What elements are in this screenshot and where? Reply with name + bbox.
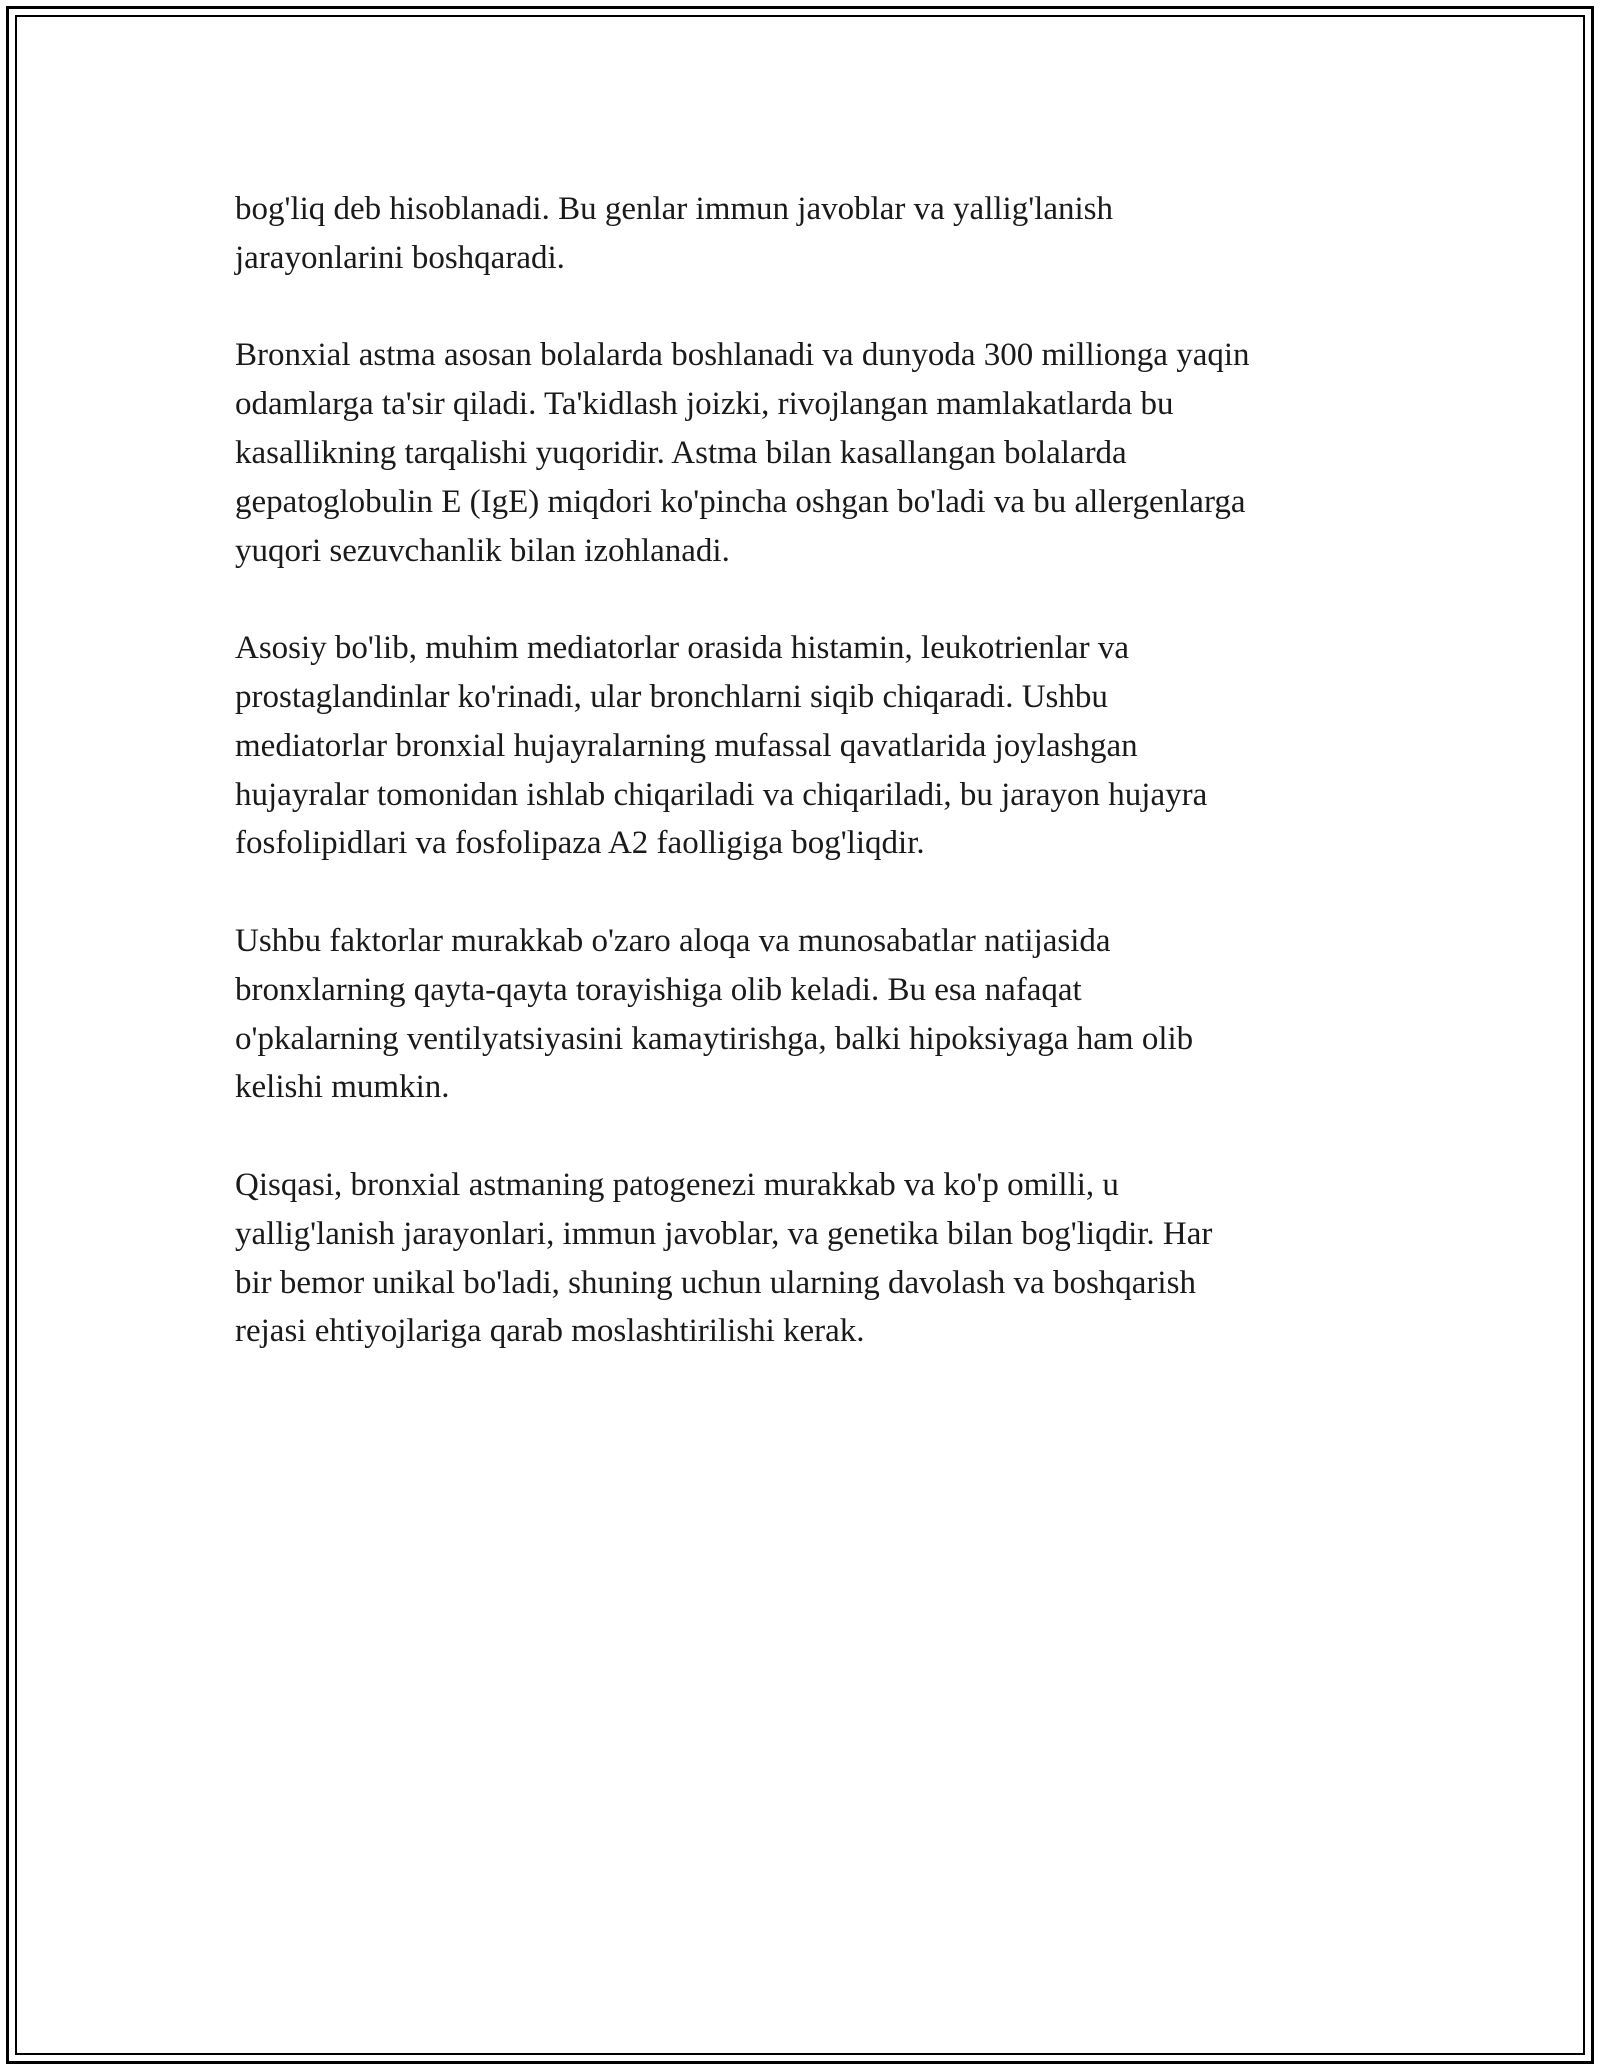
paragraph-genetics: bog'liq deb hisoblanadi. Bu genlar immun javoblar va yallig'lanish jarayonlarini boshqaradi. <box>235 191 1113 276</box>
page-body <box>235 185 1365 1405</box>
paragraph-mediators: Asosiy bo'lib, muhim mediatorlar orasida histamin, leukotrienlar va prostaglandinlar ko'rinadi, ular bronchlarni siqib chiqaradi. Ushbu mediatorlar bronxial hujayralarning mufassal qavatlarida joylashgan hujayralar tomonidan ishlab chiqariladi va chiqariladi, bu jarayon hujayra fosfolipidlari va fosfolipaza A2 faolligiga bog'liqdir. <box>235 630 1208 862</box>
paragraph-prevalence: Bronxial astma asosan bolalarda boshlanadi va dunyoda 300 millionga yaqin odamlarga ta'sir qiladi. Ta'kidlash joizki, rivojlangan mamlakatlarda bu kasallikning tarqalishi yuqoridir. Astma bilan kasallangan bolalarda gepatoglobulin E (IgE) miqdori ko'pincha oshgan bo'ladi va bu allergenlarga yuqori sezuvchanlik bilan izohlanadi. <box>235 337 1250 569</box>
paragraph-bronchoconstriction: Ushbu faktorlar murakkab o'zaro aloqa va munosabatlar natijasida bronxlarning qayta-qayta torayishiga olib keladi. Bu esa nafaqat o'pkalarning ventilyatsiyasini kamaytirishga, balki hipoksiyaga ham olib kelishi mumkin. <box>235 922 1194 1106</box>
paragraph-summary: Qisqasi, bronxial astmaning patogenezi murakkab va ko'p omilli, u yallig'lanish jarayonlari, immun javoblar, va genetika bilan bog'liqdir. Har bir bemor unikal bo'ladi, shuning uchun ularning davolash va boshqarish rejasi ehtiyojlariga qarab moslashtirilishi kerak. <box>235 1166 1213 1350</box>
